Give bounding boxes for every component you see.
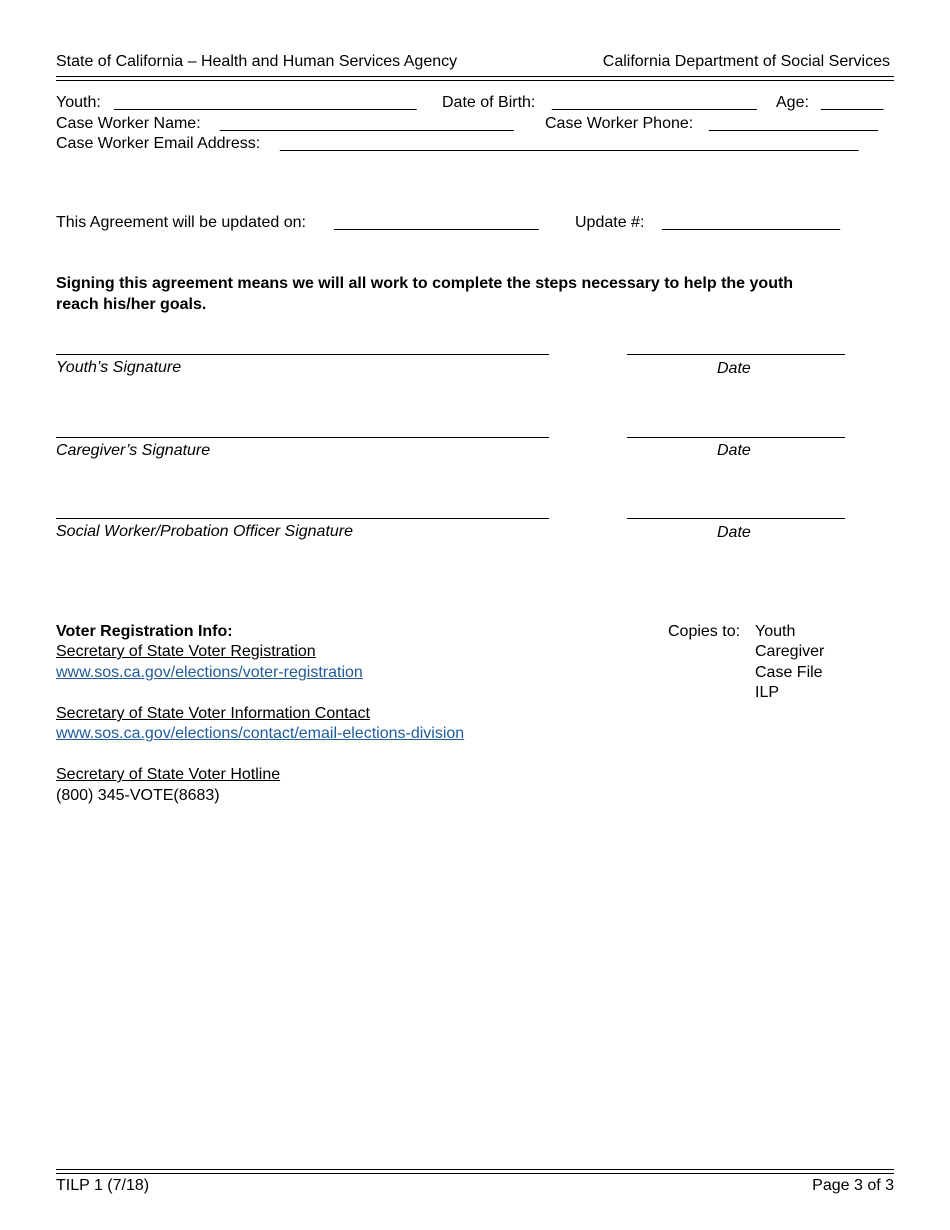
social-worker-signature-label: Social Worker/Probation Officer Signature bbox=[56, 523, 354, 540]
cw-phone-label: Case Worker Phone: bbox=[545, 115, 694, 132]
copies-recipient-caregiver: Caregiver bbox=[755, 643, 825, 660]
voter-hotline-number: (800) 345-VOTE(8683) bbox=[56, 787, 220, 804]
social-worker-date-line[interactable] bbox=[627, 518, 845, 519]
age-field[interactable]: _______ bbox=[821, 94, 884, 111]
footer-rule-top bbox=[56, 1169, 894, 1170]
copies-label: Copies to: bbox=[668, 623, 741, 640]
update-number-field[interactable]: ____________________ bbox=[662, 214, 840, 231]
dob-label: Date of Birth: bbox=[442, 94, 536, 111]
header-rule-top bbox=[56, 76, 894, 77]
voter-registration-title: Secretary of State Voter Registration bbox=[56, 643, 316, 660]
footer-form-id: TILP 1 (7/18) bbox=[56, 1177, 150, 1194]
caregiver-signature-line[interactable] bbox=[56, 437, 549, 438]
footer-rule-bottom bbox=[56, 1173, 894, 1174]
update-number-label: Update #: bbox=[575, 214, 645, 231]
youth-date-line[interactable] bbox=[627, 354, 845, 355]
voter-contact-link[interactable]: www.sos.ca.gov/elections/contact/email-elections-division bbox=[56, 725, 465, 742]
cw-name-field[interactable]: _________________________________ bbox=[220, 115, 514, 132]
footer-page-number: Page 3 of 3 bbox=[812, 1177, 894, 1194]
copies-recipient-case-file: Case File bbox=[755, 664, 823, 681]
caregiver-signature-label: Caregiver’s Signature bbox=[56, 442, 211, 459]
caregiver-date-line[interactable] bbox=[627, 437, 845, 438]
social-worker-date-label: Date bbox=[717, 524, 751, 541]
dob-field[interactable]: _______________________ bbox=[552, 94, 757, 111]
caregiver-date-label: Date bbox=[717, 442, 751, 459]
age-label: Age: bbox=[776, 94, 809, 111]
youth-label: Youth: bbox=[56, 94, 101, 111]
voter-contact-title: Secretary of State Voter Information Contact bbox=[56, 705, 370, 722]
update-label: This Agreement will be updated on: bbox=[56, 214, 306, 231]
cw-email-field[interactable]: _________________________________________________________________ bbox=[280, 135, 859, 152]
youth-field[interactable]: __________________________________ bbox=[114, 94, 417, 111]
cw-name-label: Case Worker Name: bbox=[56, 115, 201, 132]
cw-email-label: Case Worker Email Address: bbox=[56, 135, 261, 152]
voter-heading: Voter Registration Info: bbox=[56, 623, 233, 640]
header-department: California Department of Social Services bbox=[602, 53, 890, 70]
update-date-field[interactable]: _______________________ bbox=[334, 214, 539, 231]
social-worker-signature-line[interactable] bbox=[56, 518, 549, 519]
cw-phone-field[interactable]: ___________________ bbox=[709, 115, 879, 132]
header-agency: State of California – Health and Human Services Agency bbox=[56, 53, 458, 70]
voter-registration-link[interactable]: www.sos.ca.gov/elections/voter-registration bbox=[56, 664, 363, 681]
copies-recipient-ilp: ILP bbox=[755, 684, 780, 701]
youth-signature-line[interactable] bbox=[56, 354, 549, 355]
agreement-statement-line1: Signing this agreement means we will all work to complete the steps necessary to help the youth bbox=[56, 275, 794, 292]
copies-recipient-youth: Youth bbox=[755, 623, 796, 640]
header-rule-bottom bbox=[56, 80, 894, 81]
agreement-statement-line2: reach his/her goals. bbox=[56, 296, 207, 313]
voter-hotline-title: Secretary of State Voter Hotline bbox=[56, 766, 281, 783]
youth-signature-label: Youth’s Signature bbox=[56, 359, 182, 376]
youth-date-label: Date bbox=[717, 360, 751, 377]
